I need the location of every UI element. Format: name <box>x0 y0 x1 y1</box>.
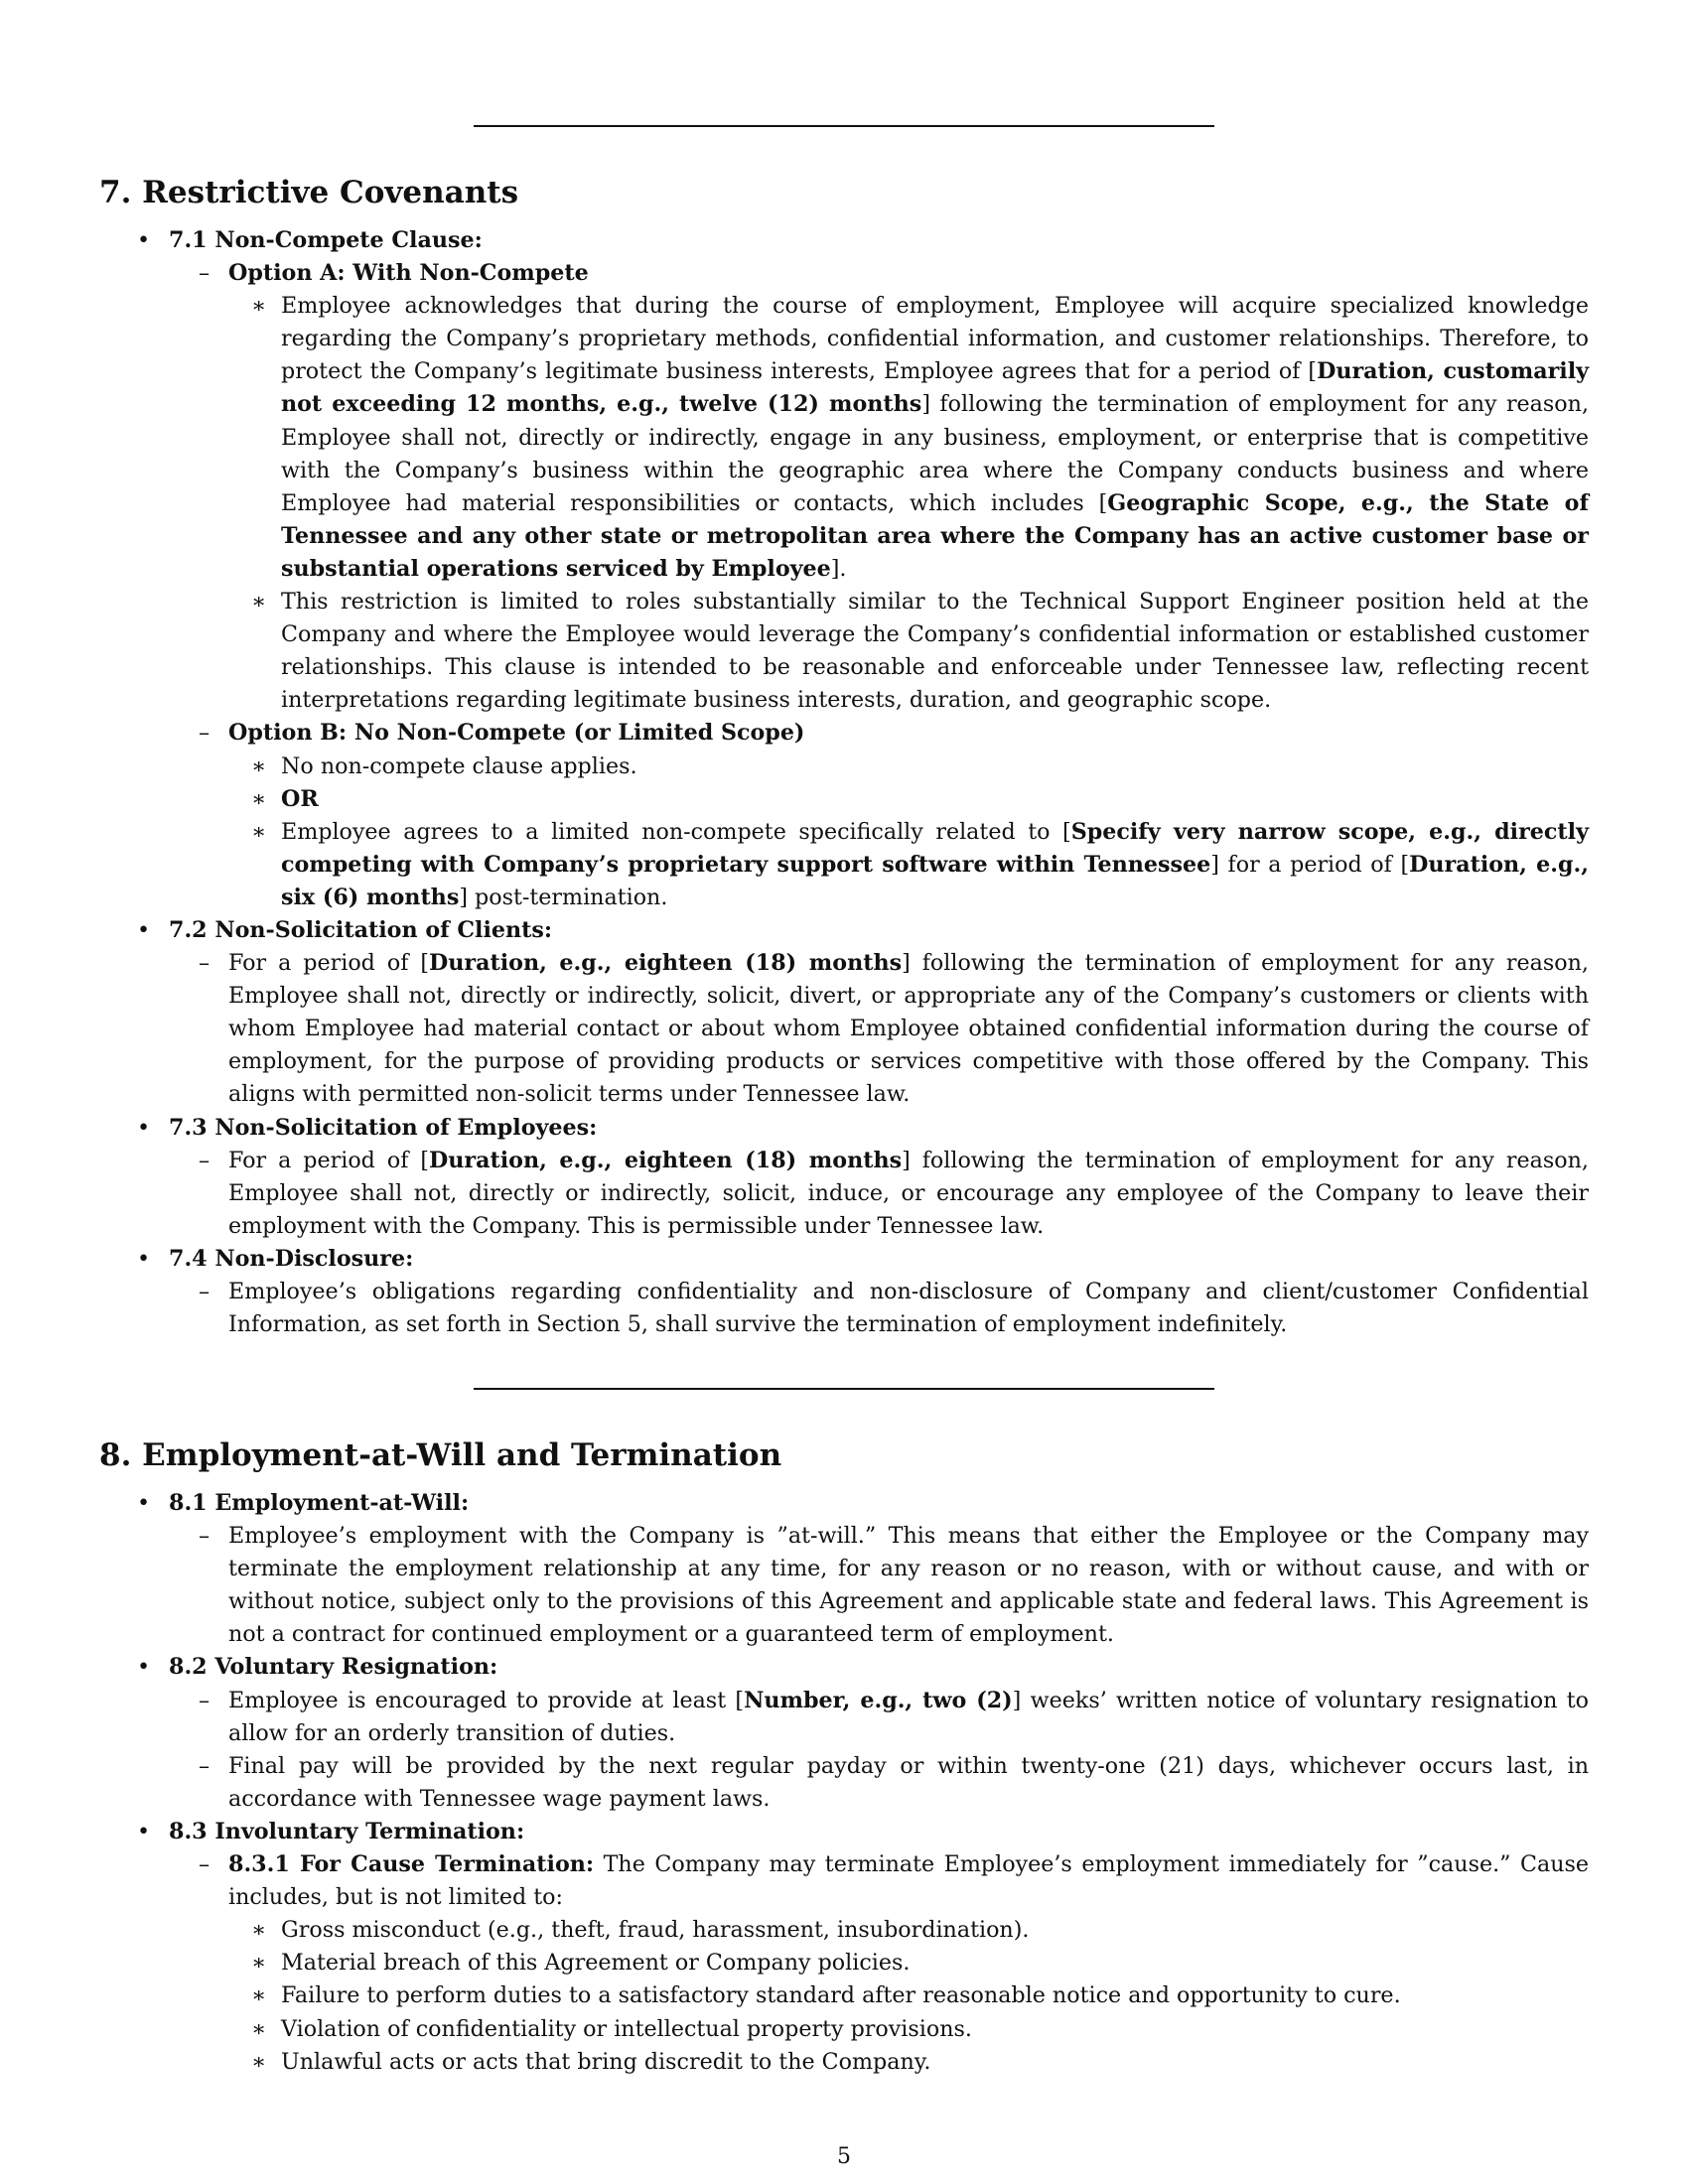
text-run: ] following the termination of employment for any reason, Employee shall not, directly or indirectly, solicit, induce, or encourage any employee of the Company to leave their employment with the Company. This is permissible under Tennessee law. <box>228 1147 1589 1239</box>
option-b <box>0 717 1589 750</box>
star-marker: ∗ <box>251 1982 267 2009</box>
dash-marker: – <box>199 1523 211 1550</box>
section-divider-top <box>474 125 1214 127</box>
bullet-marker: • <box>137 227 151 253</box>
dash-marker: – <box>199 1752 211 1779</box>
item-8-1-text: Employee’s employment with the Company is ”at-will.” This means that either the Employee or the Company may terminate the employment relationship at any time, for any reason or no reason, with or without cause, and with or without notice, subject only to the provisions of this Agreement and applicable state and federal laws. This Agreement is not a contract for continued employment or a guaranteed term of employment. <box>228 1523 1589 1648</box>
dash-marker: – <box>199 1147 211 1173</box>
item-7-1-heading: 7.1 Non-Compete Clause: <box>169 227 483 253</box>
cause-item-text: Failure to perform duties to a satisfactory standard after reasonable notice and opportunity to cure. <box>281 1982 1401 2009</box>
bullet-marker: • <box>137 1114 151 1141</box>
item-8-2-detail-2 <box>0 1750 1589 1816</box>
section-7 <box>99 173 1589 1341</box>
text-run: ] following the termination of employment for any reason, Employee shall not, directly or indirectly, engage in any business, employment, or enterprise that is competitive with the Company’s business within the geographic area where the Company conducts business and where Employee had material responsibilities or contacts, which includes [ <box>281 391 1589 516</box>
item-8-2 <box>99 1651 1618 1684</box>
placeholder-duration: Duration, e.g., six (6) months <box>281 851 1589 910</box>
cause-item <box>0 1914 1589 1947</box>
star-marker: ∗ <box>251 818 267 845</box>
text-run: ]. <box>830 555 847 582</box>
section-divider-middle <box>474 1388 1214 1390</box>
item-7-2-detail <box>0 947 1589 1111</box>
option-a-item-2 <box>0 586 1589 717</box>
item-7-3-detail <box>0 1145 1589 1243</box>
section-8-title: 8. Employment-at-Will and Termination <box>99 1437 782 1473</box>
cause-item <box>0 2046 1589 2079</box>
item-7-4-heading: 7.4 Non-Disclosure: <box>169 1245 414 1272</box>
item-8-1 <box>99 1487 1618 1520</box>
bullet-marker: • <box>137 1818 151 1844</box>
text-run: ] weeks’ written notice of voluntary resignation to allow for an orderly transition of duties. <box>228 1687 1589 1746</box>
section-7-title: 7. Restrictive Covenants <box>99 175 519 210</box>
option-a-item-2-text: This restriction is limited to roles substantially similar to the Technical Support Engineer position held at the Company and where the Employee would leverage the Company’s confidential information or established customer relationships. This clause is intended to be reasonable and enforceable under Tennessee law, reflecting recent interpretations regarding legitimate business interests, duration, and geographic scope. <box>281 589 1589 714</box>
text-run: Employee acknowledges that during the course of employment, Employee will acquire specialized knowledge regarding the Company’s proprietary methods, confidential information, and customer relationships. Therefore, to protect the Company’s legitimate business interests, Employee agrees that for a period of [ <box>281 293 1589 385</box>
item-8-3-1-heading: 8.3.1 For Cause Termination: <box>228 1851 595 1878</box>
placeholder-duration: Duration, e.g., eighteen (18) months <box>429 950 903 977</box>
cause-item <box>0 1947 1589 1979</box>
section-8 <box>99 1435 1589 2079</box>
item-8-2-text-1 <box>228 1685 1589 1750</box>
cause-item <box>0 2013 1589 2046</box>
star-marker: ∗ <box>251 2048 267 2075</box>
dash-marker: – <box>199 720 211 747</box>
text-run: Employee is encouraged to provide at least [ <box>228 1687 745 1713</box>
item-8-2-detail-1 <box>0 1685 1589 1750</box>
dash-marker: – <box>199 1851 211 1878</box>
text-run: Employee agrees to a limited non-compete specifically related to [ <box>281 818 1071 845</box>
star-marker: ∗ <box>251 293 267 320</box>
page-number: 5 <box>837 2144 851 2169</box>
text-run: ] post-termination. <box>459 884 668 910</box>
item-7-4 <box>99 1243 1618 1276</box>
option-b-item-1-text: No non-compete clause applies. <box>281 752 637 779</box>
star-marker: ∗ <box>251 752 267 779</box>
text-run: ] for a period of [ <box>1210 851 1410 878</box>
item-7-3-heading: 7.3 Non-Solicitation of Employees: <box>169 1114 598 1141</box>
option-b-item-3 <box>0 816 1589 914</box>
placeholder-number: Number, e.g., two (2) <box>744 1687 1013 1713</box>
placeholder-duration: Duration, customarily not exceeding 12 months, e.g., twelve (12) months <box>281 358 1590 418</box>
item-8-3 <box>99 1816 1618 1848</box>
option-b-item-1 <box>0 751 1589 783</box>
bullet-marker: • <box>137 1245 151 1272</box>
item-7-2-text <box>228 947 1589 1111</box>
star-marker: ∗ <box>251 1917 267 1944</box>
item-8-2-text-2: Final pay will be provided by the next regular payday or within twenty-one (21) days, whichever occurs last, in accordance with Tennessee wage payment laws. <box>228 1752 1589 1812</box>
option-a-item-1 <box>0 290 1589 586</box>
star-marker: ∗ <box>251 589 267 615</box>
bullet-marker: • <box>137 1654 151 1681</box>
item-7-2-heading: 7.2 Non-Solicitation of Clients: <box>169 916 553 943</box>
cause-item-text: Material breach of this Agreement or Company policies. <box>281 1950 911 1977</box>
star-marker: ∗ <box>251 785 267 812</box>
item-8-1-detail <box>0 1520 1589 1651</box>
item-8-3-heading: 8.3 Involuntary Termination: <box>169 1818 525 1844</box>
text-run: The Company may terminate Employee’s employment immediately for ”cause.” Cause includes, but is not limited to: <box>228 1851 1590 1911</box>
text-run: ] following the termination of employment for any reason, Employee shall not, directly or indirectly, solicit, divert, or appropriate any of the Company’s customers or clients with whom Employee had material contact or about whom Employee obtained confidential information during the course of employment, for the purpose of providing products or services competitive with those offered by the Company. This aligns with permitted non-solicit terms under Tennessee law. <box>228 950 1589 1108</box>
bullet-marker: • <box>137 916 151 943</box>
item-8-3-1-text <box>228 1848 1589 1914</box>
cause-item-text: Gross misconduct (e.g., theft, fraud, harassment, insubordination). <box>281 1917 1030 1944</box>
item-8-2-heading: 8.2 Voluntary Resignation: <box>169 1654 498 1681</box>
star-marker: ∗ <box>251 1950 267 1977</box>
text-run: For a period of [ <box>228 950 430 977</box>
dash-marker: – <box>199 1279 211 1304</box>
placeholder-geographic-scope: Geographic Scope, e.g., the State of Tennessee and any other state or metropolitan area where the Company has an active customer base or substantial operations serviced by Employee <box>281 489 1589 582</box>
item-7-2 <box>99 914 1618 947</box>
item-8-1-heading: 8.1 Employment-at-Will: <box>169 1490 470 1516</box>
item-7-4-text: Employee’s obligations regarding confidentiality and non-disclosure of Company and client/customer Confidential Information, as set forth in Section 5, shall survive the termination of employment indefinitely. <box>228 1279 1589 1338</box>
item-8-3-1 <box>0 1848 1589 1914</box>
item-7-1 <box>99 224 1618 257</box>
option-b-item-2-text: OR <box>281 785 319 812</box>
cause-item-text: Violation of confidentiality or intellectual property provisions. <box>281 2015 972 2042</box>
cause-item <box>0 1979 1589 2012</box>
placeholder-duration: Duration, e.g., eighteen (18) months <box>429 1147 903 1173</box>
option-a-item-1-text <box>281 290 1589 586</box>
placeholder-scope: Specify very narrow scope, e.g., directly competing with Company’s proprietary support software within Tennessee <box>281 818 1589 878</box>
dash-marker: – <box>199 1687 211 1713</box>
dash-marker: – <box>199 950 211 977</box>
text-run: For a period of [ <box>228 1147 430 1173</box>
option-b-item-2 <box>0 783 1589 816</box>
item-7-3-text <box>228 1145 1589 1243</box>
bullet-marker: • <box>137 1490 151 1516</box>
option-b-heading: Option B: No Non-Compete (or Limited Scope) <box>228 720 805 747</box>
item-7-3 <box>99 1112 1618 1145</box>
star-marker: ∗ <box>251 2015 267 2042</box>
item-7-4-detail <box>0 1276 1589 1341</box>
cause-item-text: Unlawful acts or acts that bring discredit to the Company. <box>281 2048 931 2075</box>
option-a-heading: Option A: With Non-Compete <box>228 260 589 287</box>
dash-marker: – <box>199 260 211 287</box>
option-a <box>0 257 1589 290</box>
option-b-item-3-text <box>281 816 1589 914</box>
